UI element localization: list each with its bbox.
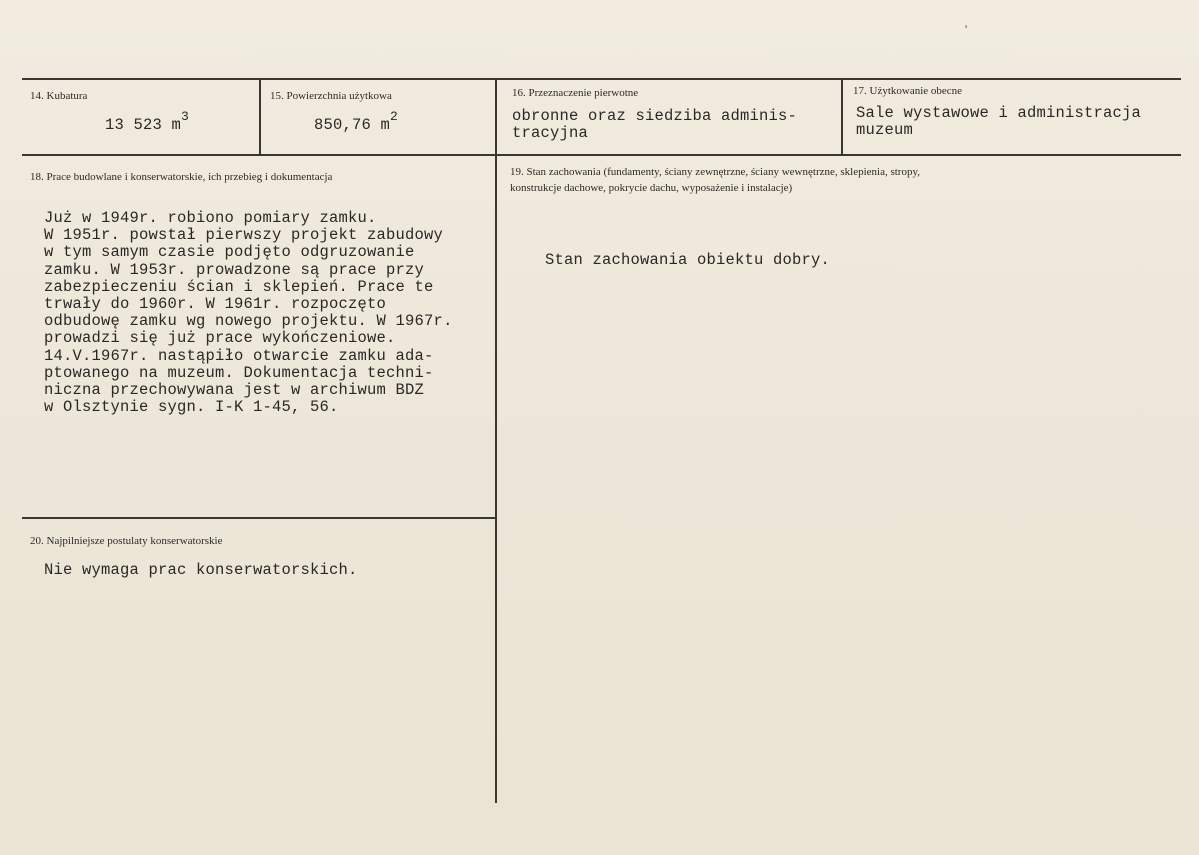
field-16-label: 16. Przeznaczenie pierwotne (512, 87, 639, 99)
divider-14-15 (259, 80, 261, 155)
field-19-value: Stan zachowania obiektu dobry. (545, 251, 831, 269)
field-17-value: Sale wystawowe i administracja muzeum (856, 104, 1142, 140)
header-bottom-rule (22, 154, 1181, 156)
field-18-label: 18. Prace budowlane i konserwatorskie, ich przebieg i dokumentacja (30, 171, 333, 183)
field-20-value: Nie wymaga prac konserwatorskich. (44, 561, 358, 579)
area-exponent: 2 (390, 109, 399, 124)
kubatura-exponent: 3 (181, 109, 190, 124)
field-14-label: 14. Kubatura (30, 90, 88, 102)
top-rule (22, 78, 1181, 80)
kubatura-value: 13 523 m (105, 116, 182, 134)
field-16-value: obronne oraz siedziba adminis- tracyjna (512, 107, 798, 143)
area-value: 850,76 m (314, 116, 391, 134)
divider-16-17 (841, 80, 843, 155)
section-20-rule (22, 517, 495, 519)
field-19-label-line1: 19. Stan zachowania (fundamenty, ściany zewnętrzne, ściany wewnętrzne, sklepienia, stropy, (510, 166, 921, 178)
field-17-label: 17. Użytkowanie obecne (853, 85, 963, 97)
stray-mark: ' (965, 22, 968, 36)
divider-main (495, 80, 497, 803)
field-15-label: 15. Powierzchnia użytkowa (270, 90, 392, 102)
field-19-label-line2: konstrukcje dachowe, pokrycie dachu, wyposażenie i instalacje) (510, 182, 793, 194)
field-14-value (105, 109, 190, 134)
field-20-label: 20. Najpilniejsze postulaty konserwatorskie (30, 535, 223, 547)
field-15-value (314, 109, 399, 134)
field-18-value: Już w 1949r. robiono pomiary zamku. W 1951r. powstał pierwszy projekt zabudowy w tym samym czasie podjęto odgruzowanie zamku. W 1953r. prowadzone są prace przy zabezpieczeniu ścian i sklepień. Prace te trwały do 1960r. W 1961r. rozpoczęto odbudowę zamku wg nowego projektu. W 1967r. prowadzi się już prace wykończeniowe. 14.V.1967r. nastąpiło otwarcie zamku ada- ptowanego na muzeum. Dokumentacja techni- niczna przechowywana jest w archiwum BDZ w Olsztynie sygn. I-K 1-45, 56. (44, 209, 453, 417)
